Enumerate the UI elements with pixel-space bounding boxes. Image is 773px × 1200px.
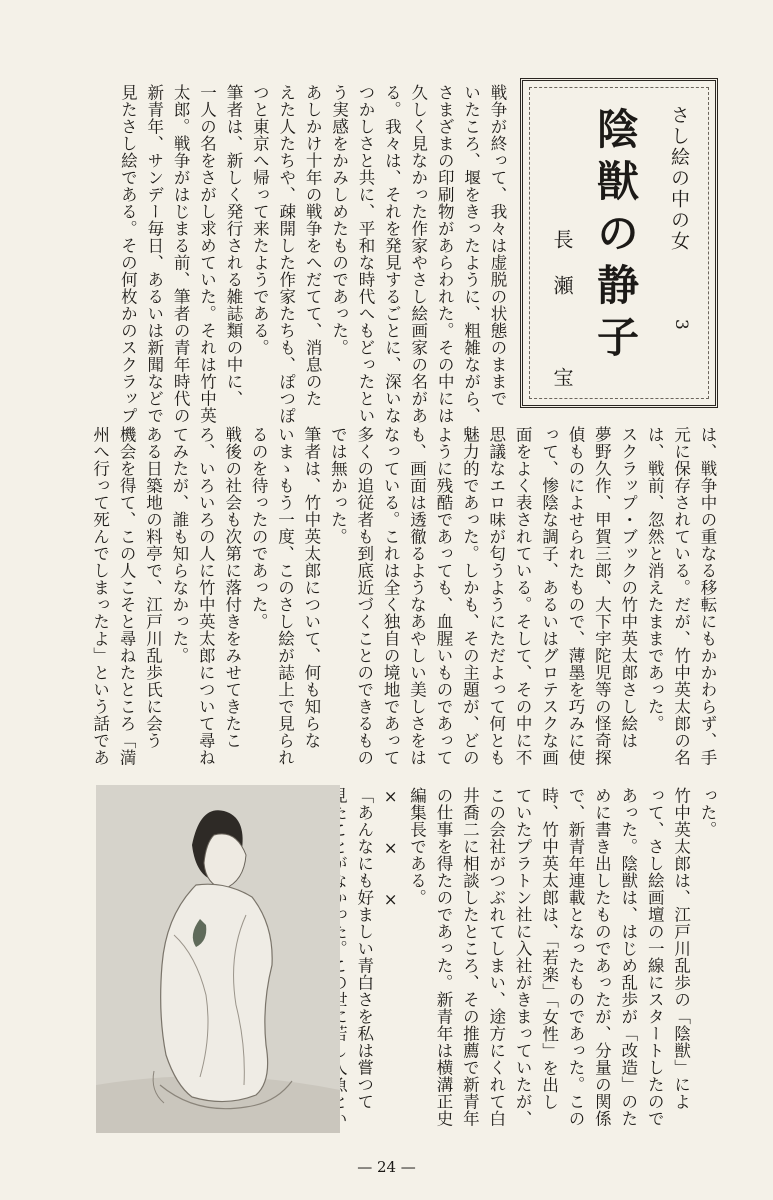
text-line: 夢野久作、甲賀三郎、大下宇陀児等の怪奇探 [592,426,612,766]
text-line: 新青年、サンデー毎日、あるいは新聞などで [144,84,164,424]
text-line: 魅力的であった。しかも、その主題が、どの [460,426,480,766]
text-line: 戦争が終って、我々は虚脱の状態のままで [488,84,507,407]
text-line: 偵ものによせられたもので、薄墨を巧みに使 [565,426,585,766]
text-line: 筆者は、新しく発行される雑誌類の中に、 [223,84,243,407]
text-line: 時、竹中英太郎は、「若楽」「女性」を出し [539,787,559,1111]
text-line: 太郎。戦争がはじまる前、筆者の青年時代の [171,84,191,424]
text-block-middle [84,426,720,776]
text-line: 州へ行って死んでしまったよ」という話であ [90,426,110,766]
text-line: った。 [698,787,717,838]
text-line: で、新青年連載となったものであった。この [565,787,585,1127]
article-title: 陰獣の静子 [591,107,640,367]
text-line: 筆者は、竹中英太郎について、何も知らな [301,426,321,749]
text-line: は、戦前、忽然と消えたままであった。 [645,426,665,732]
text-block-bottom-left [356,787,720,1132]
text-line: ていたプラトン社に入社がきまっていたが、 [513,787,533,1127]
series-label: さし絵の中の女 [668,105,690,252]
page-number: — 24 — [357,1158,416,1176]
text-line: あった。陰獣は、はじめ乱歩が「改造」のた [618,787,638,1127]
text-line: つと東京へ帰って来たようである。 [250,84,270,356]
text-line: × × × [381,787,401,917]
text-line: 編集長である。 [407,787,427,906]
text-line: 面をよく表されている。そして、その中に不 [513,426,533,766]
text-line: 戦後の社会も次第に落付きをみせてきたこ [222,426,242,749]
text-line: って、さし絵画壇の一線にスタートしたので [645,787,665,1127]
text-line: さまざまの印刷物があらわれた。その中には [435,84,455,424]
illustration-woman [96,785,340,1133]
text-line: この会社がつぶれてしまい、途方にくれて白 [486,787,506,1127]
text-line: も、画面は透徹るようなあやしい美しさをは [407,426,427,766]
text-line: 見たさし絵である。その何枚かのスクラップ [118,84,138,424]
text-line: るのを待ったのであった。 [249,426,269,630]
text-line: 元に保存されている。だが、竹中英太郎の名 [671,426,691,766]
text-line: 機会を得て、この人こそと尋ねたところ「満 [117,426,137,766]
author-name: 長瀬 宝 [550,229,574,413]
text-line: 思議なエロ味が匂うようにただよって何とも [486,426,506,766]
text-line: 久しく見なかった作家やさし絵画家の名があ [408,84,428,424]
text-line: めに書き出したものであったが、分量の関係 [592,787,612,1127]
text-line: いまゝもう一度、このさし絵が誌上で見られ [275,426,295,766]
text-line: ろ、いろいろの人に竹中英太郎について尋ね [196,426,216,766]
text-line: って、惨陰な調子、あるいはグロテスクな画 [539,426,559,766]
title-box [520,78,718,413]
text-line: あしかけ十年の戦争をへだてて、消息のた [303,84,323,407]
text-line: えた人たちや、疎開した作家たちも、ぽつぽ [276,84,296,424]
text-line: つかしさと共に、平和な時代へもどったとい [355,84,375,424]
text-line: なっている。これは全く独自の境地であって [381,426,401,766]
text-line: ある日築地の料亭で、江戸川乱歩氏に会う [143,426,163,749]
text-line: スクラップ・ブックの竹中英太郎さし絵は [618,426,638,749]
text-block-top-right [84,84,510,424]
text-line: は、戦争中の重なる移転にもかかわらず、手 [698,426,717,766]
text-line: 一人の名をさがし求めていた。それは竹中英 [197,84,217,424]
text-line: う実感をかみしめたものであった。 [329,84,349,356]
text-line: では無かった。 [328,426,348,545]
text-line: る。我々は、それを発見するごとに、深いな [382,84,402,424]
text-line: 竹中英太郎は、江戸川乱歩の「陰獣」によ [671,787,691,1110]
text-line: 井喬二に相談したところ、その推薦で新青年 [460,787,480,1127]
text-line: 「あんなにも好ましい青白さを私は嘗つて [354,787,374,1110]
illustration-drawing [96,785,340,1133]
series-number: 3 [671,319,691,330]
text-line: いたころ、堰をきったように、粗雑ながら、 [461,84,481,424]
text-line: ように残酷であっても、血腥いものであって [433,426,453,766]
text-line: てみたが、誰も知らなかった。 [169,426,189,664]
text-line: の仕事を得たのであった。新青年は横溝正史 [433,787,453,1127]
text-line: 多くの追従者も到底近づくことのできるもの [354,426,374,766]
